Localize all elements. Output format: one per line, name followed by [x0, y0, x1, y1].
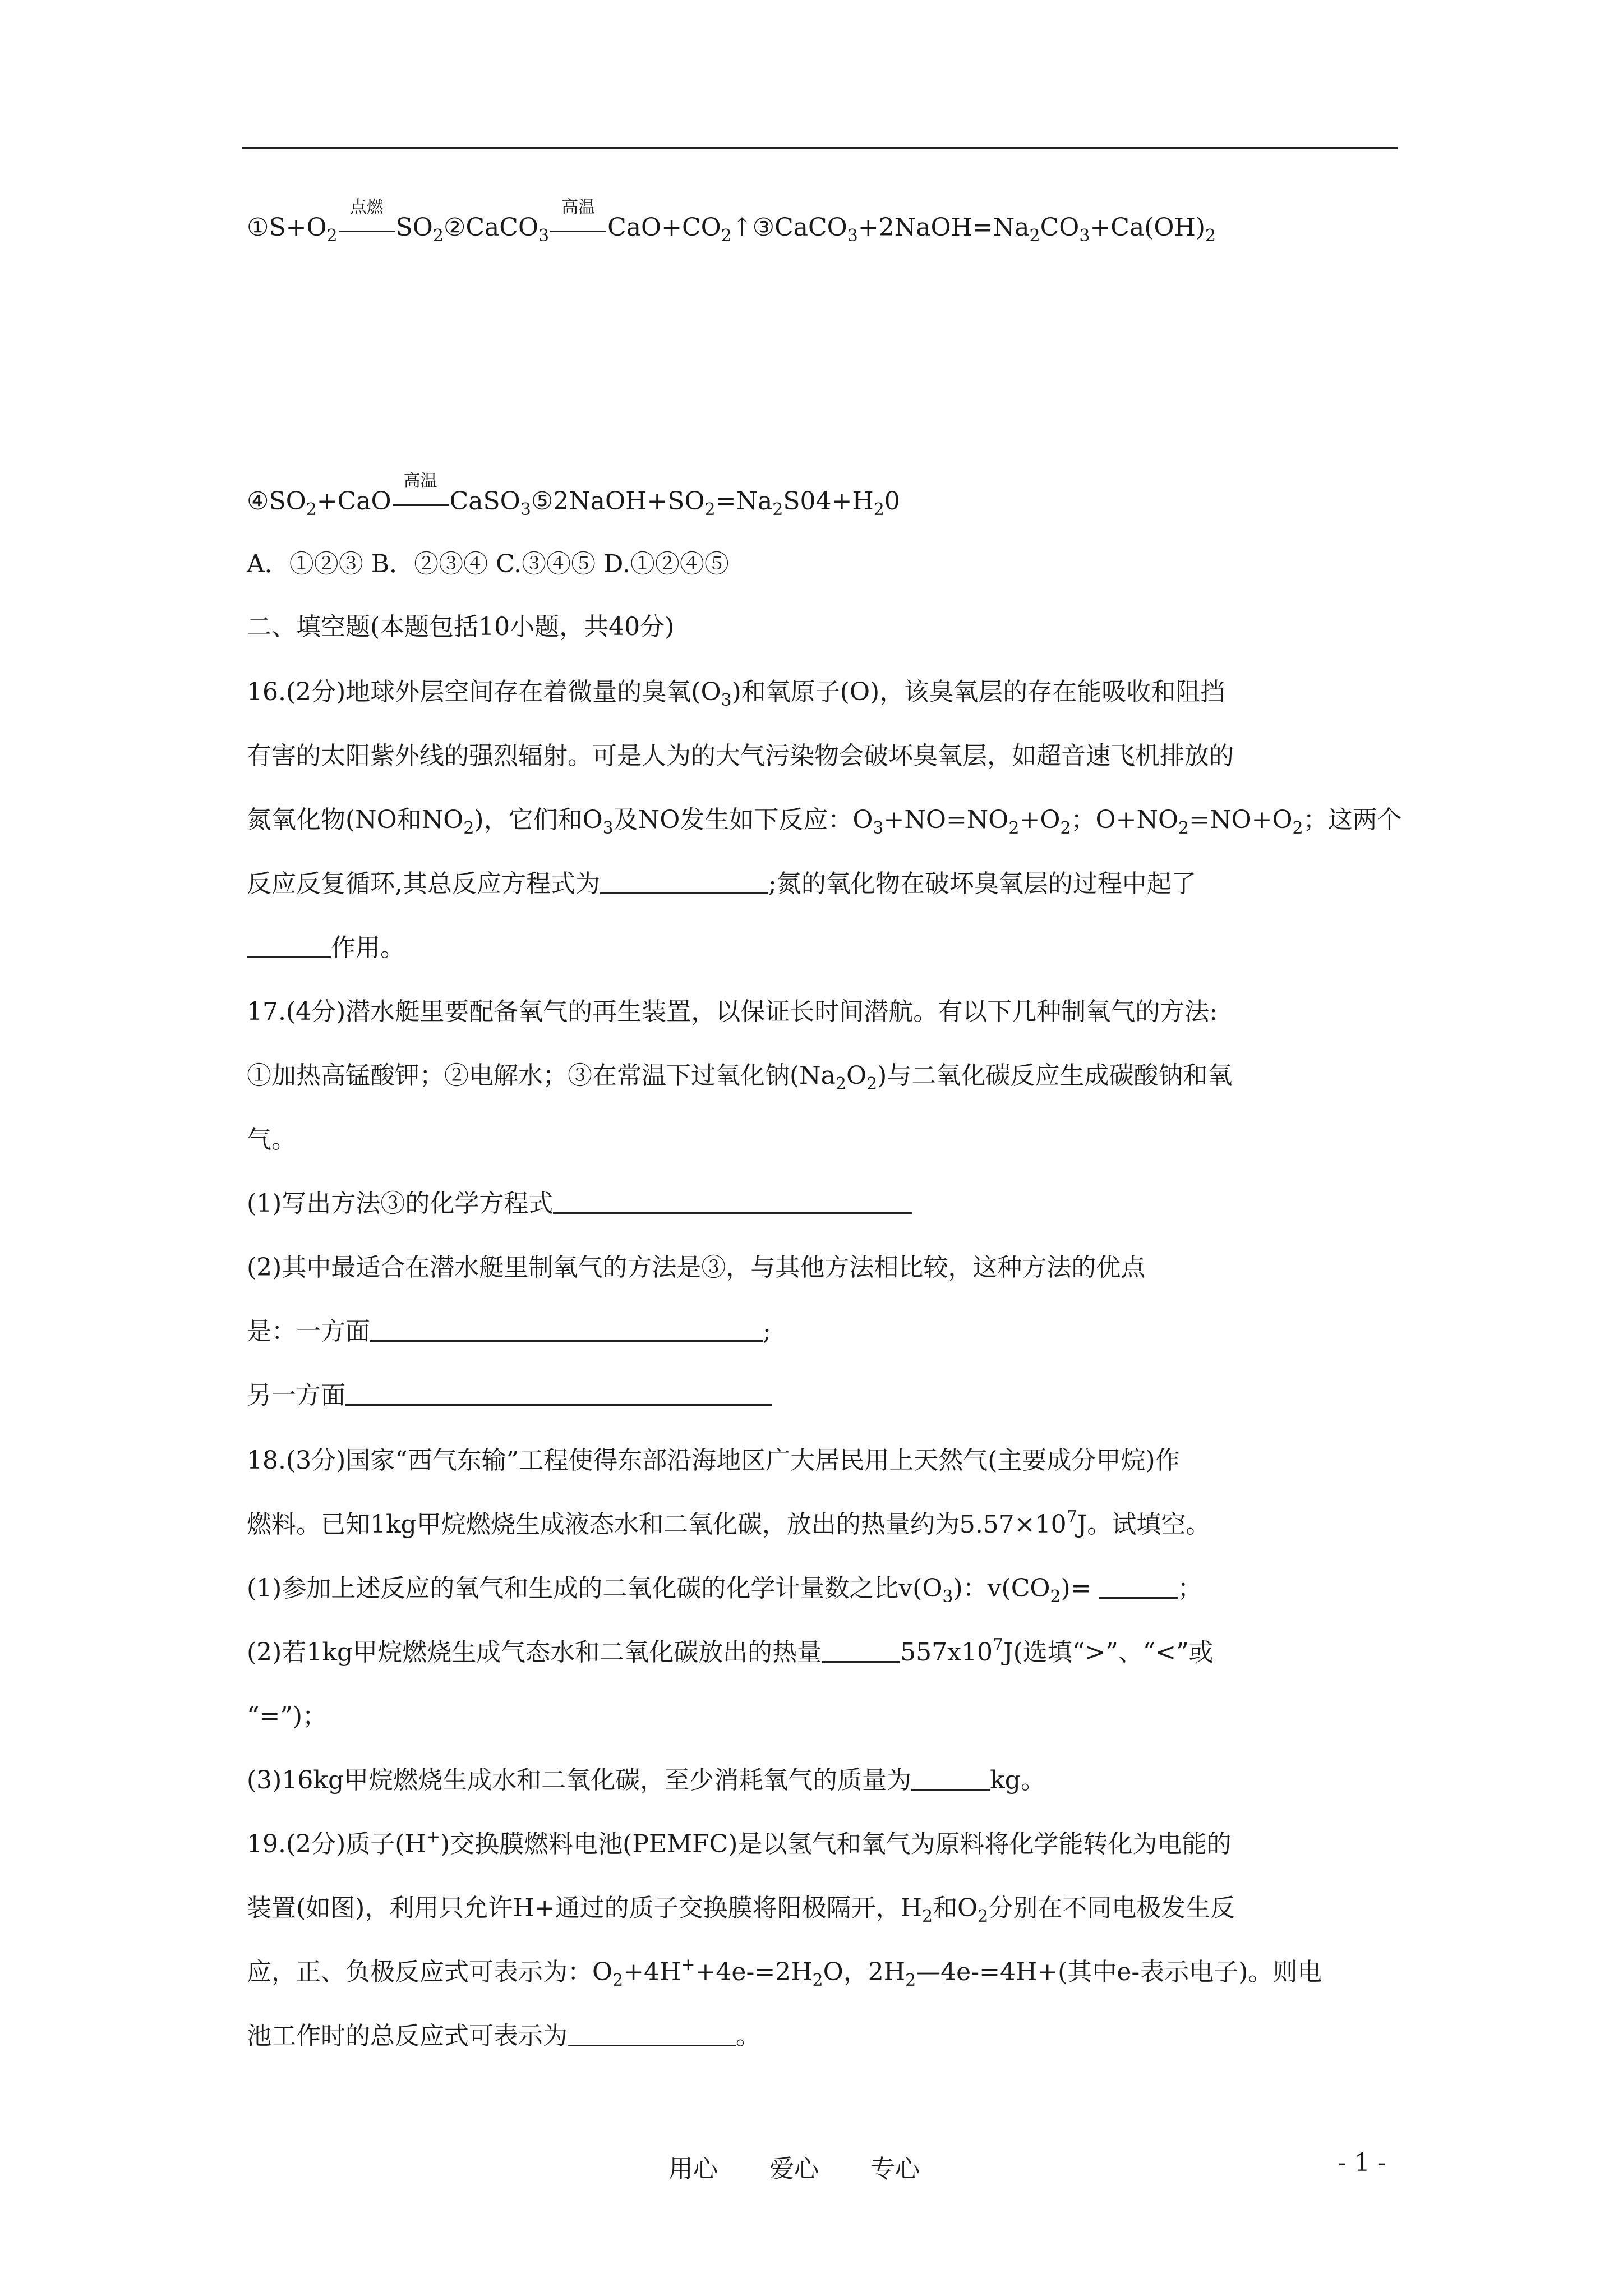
answer-options: A．①②③ B．②③④ C.③④⑤ D.①②④⑤: [247, 550, 729, 578]
q19-line-1: 19.(2分)质子(H+)交换膜燃料电池(PEMFC)是以氢气和氧气为原料将化学能转化为电能的: [247, 1827, 1232, 1858]
header-rule: [242, 147, 1398, 149]
equation-line-2: $④SO_2+CaO$ 高温 $CaSO_3⑤2NaOH+SO_2=Na_2S04+H_20$: [247, 471, 900, 519]
q16-line-4: 反应反复循环,其总反应方程式为 ;氮的氧化物在破坏臭氧层的过程中起了: [247, 869, 1196, 898]
q17-sub-3: 是：一方面 ;: [247, 1317, 771, 1346]
footer-motto-2: 爱心: [769, 2155, 819, 2183]
q16-line-2: 有害的太阳紫外线的强烈辐射。可是人为的大气污染物会破坏臭氧层，如超音速飞机排放的: [247, 742, 1234, 770]
q18-sub-2: (2)若1kg甲烷燃烧生成气态水和二氧化碳放出的热量 $557x10^7J$(选填“>”、“<”或: [247, 1635, 1214, 1667]
q18-line-2: 燃料。已知1kg甲烷燃烧生成液态水和二氧化碳，放出的热量约为$5.57\times 10^7J$。试填空。: [247, 1507, 1211, 1539]
answer-blank[interactable]: [600, 870, 768, 894]
q19-line-4: 池工作时的总反应式可表示为 。: [247, 2022, 760, 2050]
q17-line-3: 气。: [247, 1125, 296, 1154]
q18-sub-2-cont: “=”)；: [247, 1702, 328, 1731]
q17-sub-2: (2)其中最适合在潜水艇里制氧气的方法是③，与其他方法相比较，这种方法的优点: [247, 1253, 1146, 1282]
reaction-condition-ignite: 点燃: [338, 211, 396, 245]
q17-sub-1: (1)写出方法③的化学方程式: [247, 1187, 912, 1221]
answer-blank[interactable]: [345, 1382, 772, 1406]
page-number: - 1 -: [1338, 2148, 1386, 2177]
q19-line-2: 装置(如图)，利用只允许H+通过的质子交换膜将阳极隔开，$H_2$和$O_2$分别在不同电极发生反: [247, 1894, 1235, 1926]
answer-blank[interactable]: [568, 2022, 736, 2046]
q18-sub-1: (1)参加上述反应的氧气和生成的二氧化碳的化学计量数之比$v(O_3)$：$v(CO_2)=$ ；: [247, 1574, 1202, 1607]
q17-line-2: ①加热高锰酸钾；②电解水；③在常温下过氧化钠$(Na_2O_2)$与二氧化碳反应生成碳酸钠和氧: [247, 1061, 1233, 1094]
answer-blank[interactable]: [1099, 1575, 1178, 1599]
q16-line-1: 16.(2分)地球外层空间存在着微量的臭氧$(O_3)$和氧原子(O)，该臭氧层的存在能吸收和阻挡: [247, 678, 1225, 710]
footer-motto-1: 用心: [668, 2155, 718, 2183]
reaction-condition-high-temp: 高温: [549, 211, 607, 245]
q16-line-5: 作用。: [247, 931, 405, 965]
answer-blank[interactable]: [370, 1318, 763, 1342]
answer-blank[interactable]: [247, 934, 331, 958]
answer-blank[interactable]: [911, 1766, 990, 1791]
reaction-condition-high-temp-2: 高温: [391, 485, 450, 518]
footer-motto-3: 专心: [870, 2155, 920, 2183]
equation-line-1: $①S+O_2$ 点燃 $SO_2②CaCO_3$ 高温 $CaO+CO_2↑③CaCO_3+2NaOH=Na_2CO_3+Ca(OH)_2$: [247, 197, 1216, 246]
section-title: 二、填空题(本题包括10小题，共40分): [247, 613, 675, 641]
q17-line-1: 17.(4分)潜水艇里要配备氧气的再生装置，以保证长时间潜航。有以下几种制氧气的方法:: [247, 997, 1218, 1026]
answer-blank[interactable]: [553, 1190, 912, 1214]
q16-line-3: 氮氧化物(NO和$NO_2$)，它们和$O_3$及NO发生如下反应：$O_3+NO=NO_2+O_2$；$O+NO_2=NO+O_2$；这两个: [247, 806, 1402, 838]
q18-line-1: 18.(3分)国家“西气东输”工程使得东部沿海地区广大居民用上天然气(主要成分甲烷)作: [247, 1446, 1180, 1475]
q18-sub-3: (3)16kg甲烷燃烧生成水和二氧化碳，至少消耗氧气的质量为 kg。: [247, 1766, 1045, 1795]
answer-blank[interactable]: [822, 1639, 900, 1663]
q19-line-3: 应，正、负极反应式可表示为：$O_2+4H^++4e-=2H_2O$，$2H_2—4e-=4H+$(其中e-表示电子)。则电: [247, 1955, 1322, 1990]
q17-sub-4: 另一方面: [247, 1379, 772, 1412]
